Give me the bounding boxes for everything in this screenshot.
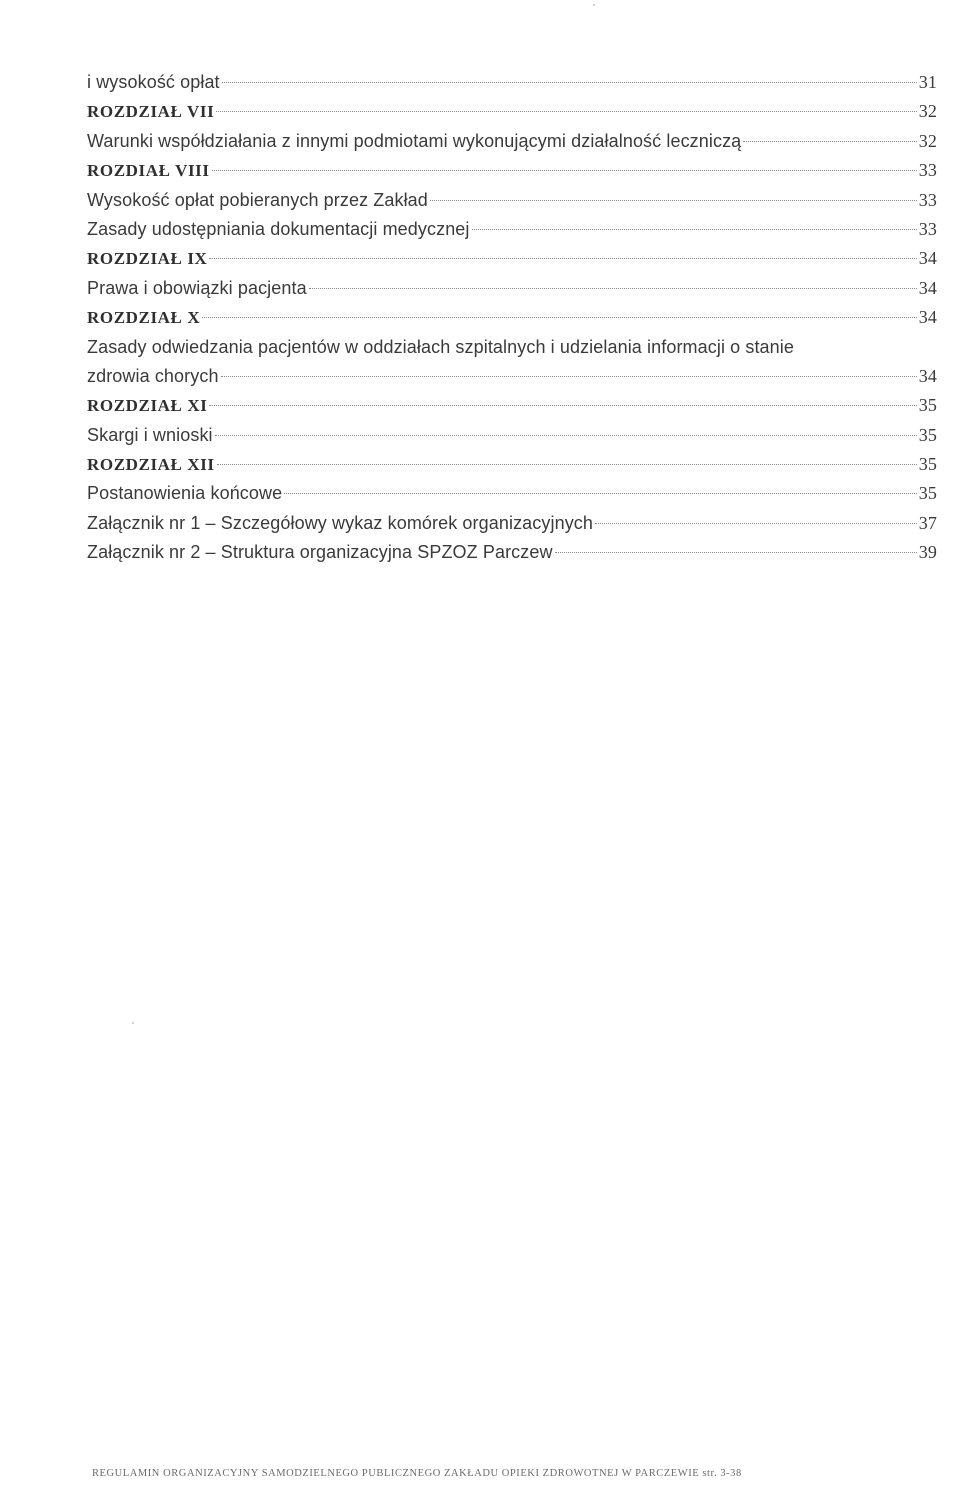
dot-leader [212,170,917,171]
toc-page-number: 39 [918,542,937,563]
toc-chapter-row[interactable] [87,303,937,332]
toc-entry-row[interactable] [87,127,937,156]
dot-leader [217,464,917,465]
dot-leader [221,376,917,377]
scan-speck [132,1022,134,1024]
dot-leader [209,258,916,259]
toc-page-number: 34 [918,248,937,269]
toc-page-number: 31 [918,72,937,92]
toc-entry-row[interactable] [87,274,937,303]
dot-leader [472,229,917,230]
toc-entry-label: Postanowienia końcowe [87,483,283,504]
toc-page-number: 35 [918,395,937,416]
dot-leader [209,405,916,406]
toc-page-number: 33 [918,218,937,239]
toc-entry-label: i wysokość opłat [87,72,220,92]
toc-entry-row[interactable] [87,479,937,508]
toc-page-number: 35 [918,483,937,504]
dot-leader [430,200,917,201]
toc-entry-row[interactable] [87,538,937,567]
scan-speck [593,4,595,6]
dot-leader [555,552,917,553]
dot-leader [595,523,917,524]
toc-chapter-row[interactable] [87,244,937,273]
table-of-contents [87,68,937,568]
toc-page-number: 37 [918,512,937,533]
toc-entry-label: Warunki współdziałania z innymi podmiotami wykonującymi działalność leczniczą [87,130,742,151]
toc-entry-label: Załącznik nr 1 – Szczegółowy wykaz komórek organizacyjnych [87,512,594,533]
toc-entry-row[interactable] [87,421,937,450]
toc-entry-row[interactable] [87,362,937,391]
toc-entry-label: zdrowia chorych [87,365,219,386]
toc-page-number: 34 [918,365,937,386]
dot-leader [202,317,917,318]
dot-leader [215,435,917,436]
toc-entry-row[interactable] [87,509,937,538]
toc-chapter-row[interactable] [87,156,937,185]
toc-page-number: 35 [918,454,937,475]
toc-entry-row[interactable] [87,186,937,215]
toc-entry-label: ROZDZIAŁ XII [87,455,215,475]
toc-entry-label: ROZDZIAŁ IX [87,249,208,269]
toc-entry-label: ROZDZIAŁ X [87,308,201,328]
toc-entry-label: ROZDZIAŁ XI [87,396,208,416]
toc-page-number: 34 [918,307,937,328]
dot-leader [309,288,917,289]
toc-entry-label: Załącznik nr 2 – Struktura organizacyjna SPZOZ Parczew [87,542,553,563]
dot-leader [284,493,917,494]
toc-entry-row[interactable] [87,68,937,97]
toc-entry-label: ROZDZIAŁ VII [87,102,215,122]
toc-page-number: 32 [918,130,937,151]
toc-entry-label: Skargi i wnioski [87,424,213,445]
toc-entry-label: ROZDIAŁ VIII [87,161,210,181]
toc-entry-label: Zasady udostępniania dokumentacji medycznej [87,218,470,239]
dot-leader [222,82,917,83]
toc-chapter-row[interactable] [87,97,937,126]
toc-entry-row[interactable] [87,215,937,244]
toc-entry-row[interactable] [87,333,937,362]
dot-leader [216,111,916,112]
toc-page-number: 33 [918,160,937,181]
toc-entry-label: Wysokość opłat pobieranych przez Zakład [87,189,428,210]
toc-page-number: 32 [918,101,937,122]
toc-entry-label: Prawa i obowiązki pacjenta [87,277,307,298]
page-footer: REGULAMIN ORGANIZACYJNY SAMODZIELNEGO PUBLICZNEGO ZAKŁADU OPIEKI ZDROWOTNEJ W PARCZEWIE str. 3-38 [92,1468,742,1479]
toc-chapter-row[interactable] [87,450,937,479]
toc-chapter-row[interactable] [87,391,937,420]
toc-page-number: 34 [918,277,937,298]
dot-leader [743,141,917,142]
toc-entry-label: Zasady odwiedzania pacjentów w oddziałach szpitalnych i udzielania informacji o stanie [87,336,794,357]
toc-page-number: 35 [918,424,937,445]
toc-page-number: 33 [918,189,937,210]
